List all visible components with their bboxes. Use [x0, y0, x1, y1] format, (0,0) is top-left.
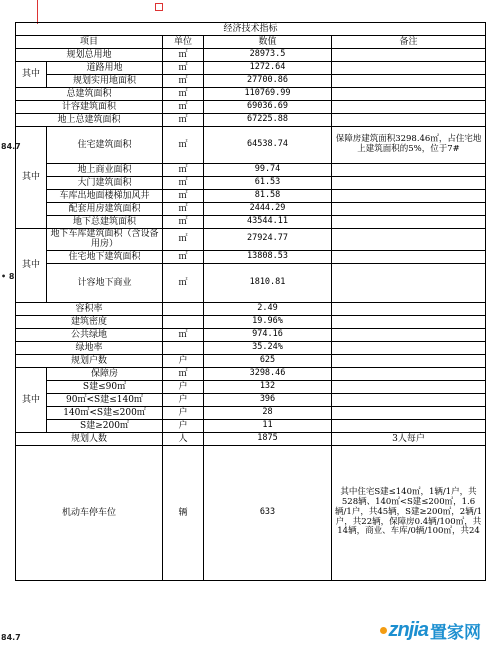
- row-unit: ㎡: [163, 250, 204, 263]
- row-note: [332, 216, 486, 229]
- row-unit: ㎡: [163, 229, 204, 251]
- table-row: [16, 101, 486, 114]
- table-row: [16, 445, 486, 580]
- row-item: 90㎡<S建≤140㎡: [47, 393, 163, 406]
- row-note: [332, 367, 486, 380]
- row-value: 13808.53: [204, 250, 332, 263]
- table-row: [16, 263, 486, 302]
- table-row: [16, 250, 486, 263]
- group-label-qizhong: 其中: [16, 229, 47, 303]
- row-note: [332, 164, 486, 177]
- row-item: 机动车停车位: [16, 445, 163, 580]
- row-value: 19.96%: [204, 315, 332, 328]
- row-item: S建≤90㎡: [47, 380, 163, 393]
- row-note: [332, 250, 486, 263]
- row-item: 计容建筑面积: [16, 101, 163, 114]
- table-row: [16, 367, 486, 380]
- row-item: 道路用地: [47, 62, 163, 75]
- table-row: [16, 49, 486, 62]
- row-note: [332, 203, 486, 216]
- row-item: 绿地率: [16, 341, 163, 354]
- row-unit: ㎡: [163, 203, 204, 216]
- row-unit: ㎡: [163, 101, 204, 114]
- row-unit: 辆: [163, 445, 204, 580]
- row-value: 67225.88: [204, 114, 332, 127]
- row-item: 大门建筑面积: [47, 177, 163, 190]
- logo-dot-icon: [380, 627, 387, 634]
- red-marker-box: [155, 3, 163, 11]
- row-item: 规划总用地: [16, 49, 163, 62]
- row-value: 633: [204, 445, 332, 580]
- row-note: [332, 49, 486, 62]
- row-value: 28973.5: [204, 49, 332, 62]
- table-row: [16, 216, 486, 229]
- row-unit: 户: [163, 419, 204, 432]
- row-value: 396: [204, 393, 332, 406]
- row-unit: [163, 341, 204, 354]
- row-note: [332, 263, 486, 302]
- group-label-qizhong: 其中: [16, 367, 47, 432]
- row-note: [332, 315, 486, 328]
- row-unit: ㎡: [163, 62, 204, 75]
- row-unit: ㎡: [163, 114, 204, 127]
- table-row: [16, 406, 486, 419]
- row-note: [332, 419, 486, 432]
- row-item: 容积率: [16, 302, 163, 315]
- row-note: [332, 380, 486, 393]
- row-note: 其中住宅S建≤140㎡，1辆/1户，共528辆、140㎡<S建≤200㎡，1.6辆/1户，共45辆，S建≥200㎡，2辆/1户，共22辆，保障房0.4辆/100㎡，共14辆，商业、车库/0辆/100㎡，共24: [332, 445, 486, 580]
- row-unit: ㎡: [163, 88, 204, 101]
- row-item: 计容地下商业: [47, 263, 163, 302]
- row-note: [332, 75, 486, 88]
- watermark-logo: [380, 619, 481, 641]
- row-item: 总建筑面积: [16, 88, 163, 101]
- row-item: 保障房: [47, 367, 163, 380]
- col-header-unit: 单位: [163, 36, 204, 49]
- row-note: [332, 190, 486, 203]
- row-value: 69036.69: [204, 101, 332, 114]
- table-row: [16, 177, 486, 190]
- col-header-note: 备注: [332, 36, 486, 49]
- row-value: 81.58: [204, 190, 332, 203]
- row-item: 住宅地下建筑面积: [47, 250, 163, 263]
- table-row: [16, 164, 486, 177]
- col-header-value: 数值: [204, 36, 332, 49]
- row-note: [332, 328, 486, 341]
- row-unit: 户: [163, 406, 204, 419]
- row-item: 规划实用地面积: [47, 75, 163, 88]
- row-item: 地上总建筑面积: [16, 114, 163, 127]
- row-value: 974.16: [204, 328, 332, 341]
- row-value: 35.24%: [204, 341, 332, 354]
- watermark-cn: 置家网: [430, 622, 481, 642]
- row-item: 车库出地面楼梯加风井: [47, 190, 163, 203]
- row-value: 28: [204, 406, 332, 419]
- row-value: 11: [204, 419, 332, 432]
- row-value: 1810.81: [204, 263, 332, 302]
- watermark-latin: znjia: [388, 618, 428, 641]
- row-note: [332, 406, 486, 419]
- row-note: [332, 62, 486, 75]
- table-row: [16, 88, 486, 101]
- table-row: [16, 203, 486, 216]
- table-row: [16, 190, 486, 203]
- table-row: [16, 114, 486, 127]
- table-header-row: [16, 36, 486, 49]
- row-note: 保障房建筑面积3298.46㎡，占住宅地上建筑面积的5%，位于7#: [332, 127, 486, 164]
- row-unit: ㎡: [163, 216, 204, 229]
- table-row: [16, 419, 486, 432]
- row-note: [332, 229, 486, 251]
- side-mark: 84.7: [1, 142, 21, 151]
- group-label-qizhong: 其中: [16, 127, 47, 229]
- row-unit: 户: [163, 380, 204, 393]
- row-unit: ㎡: [163, 75, 204, 88]
- page-top-strip: [0, 0, 487, 22]
- row-unit: [163, 302, 204, 315]
- row-item: S建≥200㎡: [47, 419, 163, 432]
- table-row: [16, 302, 486, 315]
- tech-spec-table: [15, 22, 486, 581]
- table-title-row: [16, 23, 486, 36]
- row-unit: 户: [163, 354, 204, 367]
- table-title: 经济技术指标: [16, 23, 486, 36]
- row-value: 2444.29: [204, 203, 332, 216]
- row-unit: ㎡: [163, 328, 204, 341]
- row-note: [332, 88, 486, 101]
- row-item: 配套用房建筑面积: [47, 203, 163, 216]
- row-note: [332, 354, 486, 367]
- row-value: 625: [204, 354, 332, 367]
- row-item: 建筑密度: [16, 315, 163, 328]
- row-note: [332, 341, 486, 354]
- row-unit: ㎡: [163, 49, 204, 62]
- row-item: 规划人数: [16, 432, 163, 445]
- row-item: 地上商业面积: [47, 164, 163, 177]
- table-row: [16, 341, 486, 354]
- table-row: [16, 75, 486, 88]
- row-value: 27700.86: [204, 75, 332, 88]
- row-item: 规划户数: [16, 354, 163, 367]
- row-value: 64538.74: [204, 127, 332, 164]
- side-mark: 84.7: [1, 633, 21, 642]
- row-value: 61.53: [204, 177, 332, 190]
- col-header-item: 项目: [16, 36, 163, 49]
- table-row: [16, 315, 486, 328]
- row-note: [332, 114, 486, 127]
- table-row: [16, 328, 486, 341]
- row-value: 1875: [204, 432, 332, 445]
- row-unit: 户: [163, 393, 204, 406]
- row-item: 地下总建筑面积: [47, 216, 163, 229]
- red-guide-line: [37, 0, 38, 24]
- table-row: [16, 62, 486, 75]
- row-note: 3人每户: [332, 432, 486, 445]
- row-value: 110769.99: [204, 88, 332, 101]
- row-unit: 人: [163, 432, 204, 445]
- row-note: [332, 101, 486, 114]
- row-value: 2.49: [204, 302, 332, 315]
- row-item: 140㎡<S建≤200㎡: [47, 406, 163, 419]
- row-unit: ㎡: [163, 190, 204, 203]
- row-value: 1272.64: [204, 62, 332, 75]
- row-value: 132: [204, 380, 332, 393]
- row-unit: ㎡: [163, 367, 204, 380]
- row-unit: ㎡: [163, 177, 204, 190]
- table-row: [16, 393, 486, 406]
- row-unit: ㎡: [163, 263, 204, 302]
- row-value: 27924.77: [204, 229, 332, 251]
- table-row: [16, 432, 486, 445]
- row-note: [332, 302, 486, 315]
- row-note: [332, 177, 486, 190]
- table-row: [16, 127, 486, 164]
- group-label-qizhong: 其中: [16, 62, 47, 88]
- row-note: [332, 393, 486, 406]
- row-unit: [163, 315, 204, 328]
- row-item: 住宅建筑面积: [47, 127, 163, 164]
- table-row: [16, 354, 486, 367]
- row-unit: ㎡: [163, 164, 204, 177]
- row-value: 3298.46: [204, 367, 332, 380]
- table-row: [16, 229, 486, 251]
- row-unit: ㎡: [163, 127, 204, 164]
- table-row: [16, 380, 486, 393]
- side-mark: • 8: [1, 272, 15, 281]
- row-item: 公共绿地: [16, 328, 163, 341]
- row-value: 43544.11: [204, 216, 332, 229]
- row-item: 地下车库建筑面积（含设备用房）: [47, 229, 163, 251]
- row-value: 99.74: [204, 164, 332, 177]
